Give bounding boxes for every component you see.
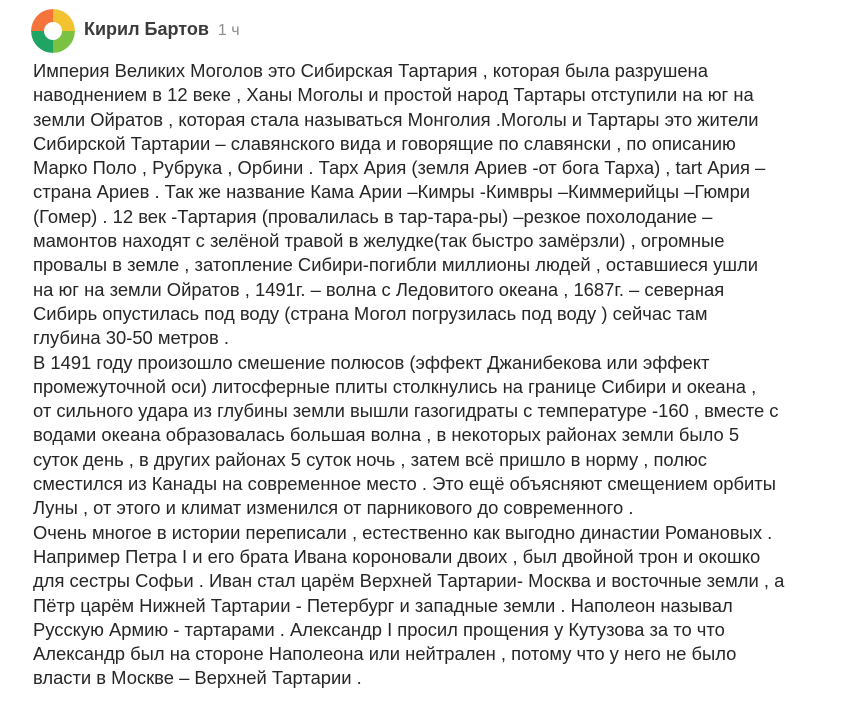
comment-text-line: на юг на земли Ойратов , 1491г. – волна с Ледовитого океана , 1687г. – северная (33, 278, 725, 300)
comment-text-line: Александр был на стороне Наполеона или нейтрален , потому что у него не было (33, 643, 737, 665)
comment-text-line: наводнением в 12 веке , Ханы Моголы и простой народ Тартары отступили на юг на (33, 84, 754, 106)
comment-text (33, 59, 845, 691)
comment-text-line: Марко Поло , Рубрука , Орбини . Тарх Ария (земля Ариев -от бога Тарха) , tart Ария – (33, 157, 766, 179)
comment-text-line: В 1491 году произошло смешение полюсов (эффект Джанибекова или эффект (33, 351, 710, 373)
comment-text-line: Луны , от этого и климат изменился от парникового до современного . (33, 497, 634, 519)
comment-timestamp[interactable]: 1 ч (217, 22, 240, 39)
comment-text-line: Сибирской Тартарии – славянского вида и говорящие по славянски , по описанию (33, 132, 736, 154)
comment-text-line: (Гомер) . 12 век -Тартария (провалилась в тар-тара-ры) –резкое похолодание – (33, 205, 713, 227)
comment-text-line: сместился из Канады на современное место . Это ещё объясняют смещением орбиты (33, 473, 776, 495)
comment-text-line: суток день , в других районах 5 суток ночь , затем всё пришло в норму , полюс (33, 448, 707, 470)
author-name[interactable]: Кирил Бартов (84, 19, 209, 39)
avatar[interactable] (31, 9, 75, 53)
comment-text-line: глубина 30-50 метров . (33, 327, 230, 349)
comment-text-line: для сестры Софьи . Иван стал царём Верхней Тартарии- Москва и восточные земли , а (33, 570, 785, 592)
comment-text-line: Пётр царём Нижней Тартарии - Петербург и западные земли . Наполеон называл (33, 594, 733, 616)
comment-text-line: страна Ариев . Так же название Кама Арии –Кимры -Кимвры –Киммерийцы –Гюмри (33, 181, 751, 203)
comment-text-line: провалы в земле , затопление Сибири-погибли миллионы людей , оставшиеся ушли (33, 254, 759, 276)
comment-text-line: Империя Великих Моголов это Сибирская Тартария , которая была разрушена (33, 60, 708, 81)
comment-text-line: мамонтов находят с зелёной травой в желудке(так быстро замёрзли) , огромные (33, 230, 725, 252)
comment-text-line: власти в Москве – Верхней Тартарии . (33, 667, 362, 689)
comment-text-line: Сибирь опустилась под воду (страна Могол погрузилась под воду ) сейчас там (33, 302, 708, 324)
comment-header (84, 19, 240, 47)
comment-text-line: Русскую Армию - тартарами . Александр I просил прощения у Кутузова за то что (33, 618, 725, 640)
comment-text-line: земли Ойратов , которая стала называться Монголия .Моголы и Тартары это жители (33, 108, 759, 130)
comment-text-line: промежуточной оси) литосферные плиты столкнулись на границе Сибири и океана , (33, 375, 757, 397)
comment-text-line: Очень многое в истории переписали , естественно как выгодно династии Романовых . (33, 521, 773, 543)
comment-text-line: от сильного удара из глубины земли вышли газогидраты с температуре -160 , вместе с (33, 400, 779, 422)
pie-avatar-icon (31, 9, 75, 53)
comment-text-line: Например Петра I и его брата Ивана короновали двоих , был двойной трон и окошко (33, 545, 761, 567)
comment-text-line: водами океана образовалась большая волна , в некоторых районах земли было 5 (33, 424, 740, 446)
